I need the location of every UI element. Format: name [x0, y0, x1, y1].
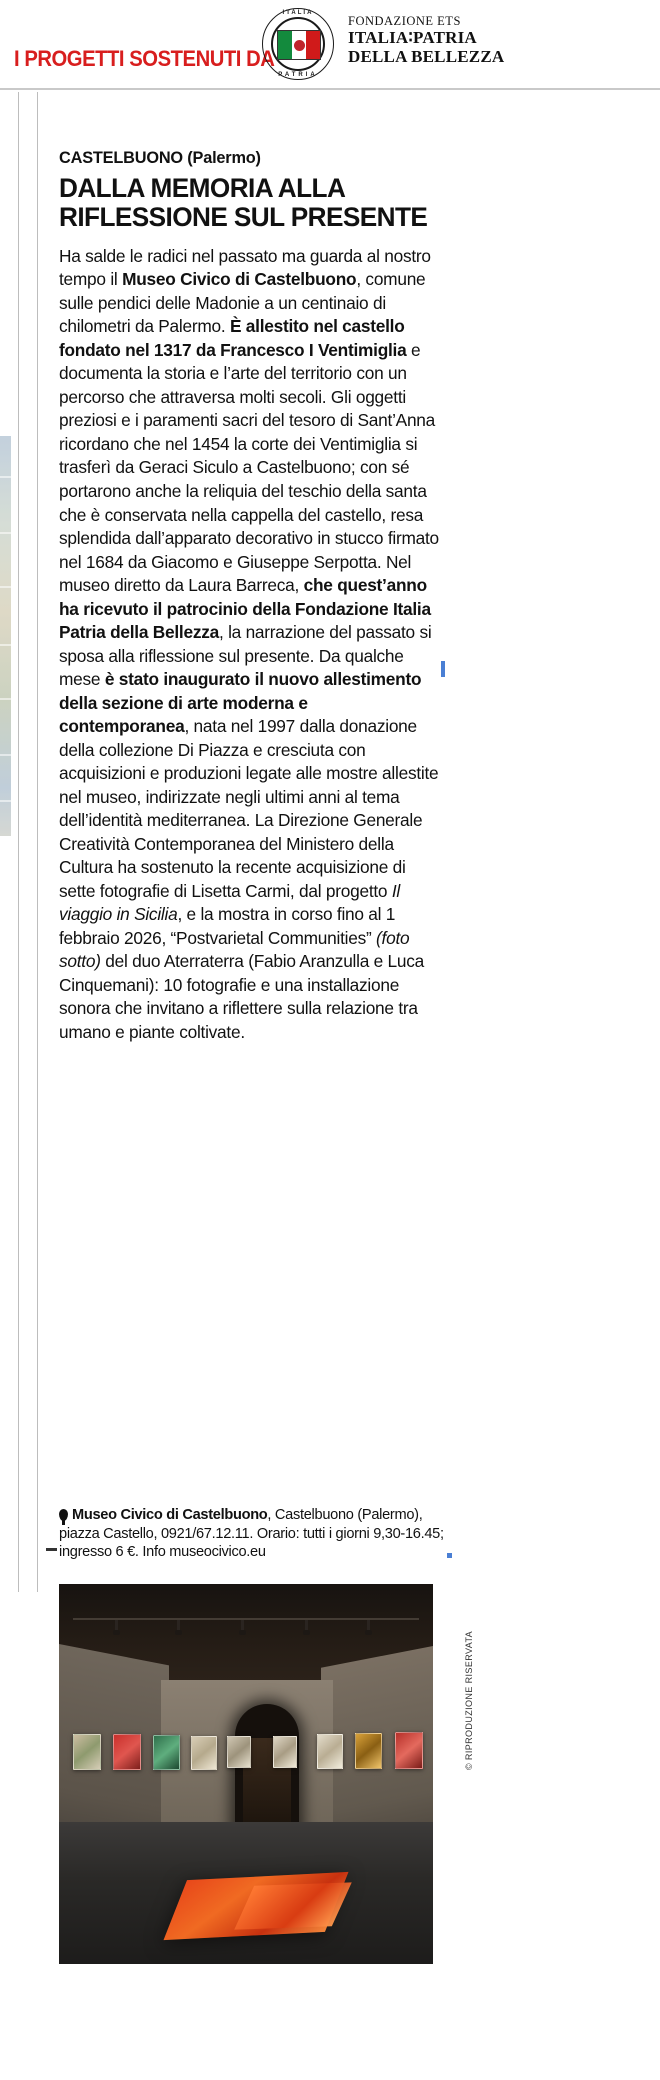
article-photo: [59, 1584, 433, 1964]
artwork-frame: [191, 1736, 217, 1770]
artwork-frame: [73, 1734, 101, 1770]
artwork-frame: [227, 1736, 251, 1768]
artwork-frame: [355, 1733, 382, 1769]
foundation-logo: [262, 6, 562, 80]
article-body: Ha salde le radici nel passato ma guarda al nostro tempo il Museo Civico di Castelbuono, comune sulle pendici delle Madonie a un centinaio di chilometri da Palermo. È allestito nel castello fondato nel 1317 da Francesco I Ventimiglia e documenta la storia e l’arte del territorio con un percorso che attraversa molti secoli. Gli oggetti preziosi e i paramenti sacri del tesoro di Sant’Anna ricordano che nel 1454 la corte dei Ventimiglia si trasferì da Geraci Siculo a Castelbuono; con sé portarono anche la reliquia del teschio della santa che è conservata nella cappella del castello, resa splendida dall’apparato decorativo in stucco firmato nel 1684 da Giacomo e Giuseppe Serpotta. Nel museo diretto da Laura Barreca, che quest’anno ha ricevuto il patrocinio della Fondazione Italia Patria della Bellezza, la narrazione del passato si sposa alla riflessione sul presente. Da qualche mese è stato inaugurato il nuovo allestimento della sezione di arte moderna e contemporanea, nata nel 1997 dalla donazione della collezione Di Piazza e cresciuta con acquisizioni e produzioni legate alle mostre allestite nel museo, indirizzate negli ultimi anni al tema dell’identità mediterranea. La Direzione Generale Creatività Contemporanea del Ministero della Cultura ha sostenuto la recente acquisizione di sette fotografie di Lisetta Carmi, dal progetto Il viaggio in Sicilia, e la mostra in corso fino al 1 febbraio 2026, “Postvarietal Communities” (foto sotto) del duo Aterraterra (Fabio Aranzulla e Luca Cinquemani): 10 fotografie e una installazione sonora che invitano a riflettere sulla relazione tra umano e piante coltivate.: [59, 245, 439, 1042]
page-header: [0, 0, 660, 115]
logo-line-2: ITALIA∶PATRIA: [348, 28, 477, 47]
map-pin-icon: [59, 1509, 68, 1521]
page-edge-artifact: [0, 436, 11, 836]
artwork-frame: [273, 1736, 297, 1768]
photo-credit: © RIPRODUZIONE RISERVATA: [464, 1630, 474, 1770]
article-headline: DALLA MEMORIA ALLA RIFLESSIONE SUL PRESENTE: [59, 173, 428, 233]
margin-mark-blue: [441, 661, 445, 677]
italian-flag-icon: [277, 30, 321, 60]
article-dateline: CASTELBUONO (Palermo): [59, 148, 261, 167]
column-rule-outer: [18, 92, 19, 1592]
emblem-arc-top: ITALIA: [282, 10, 314, 16]
stone-archway: [235, 1704, 299, 1832]
artwork-frame: [395, 1732, 423, 1769]
header-kicker: I PROGETTI SOSTENUTI DA: [14, 46, 275, 71]
margin-mark-dash: [46, 1548, 57, 1551]
italia-patria-emblem-icon: [262, 8, 334, 80]
logo-line-3: DELLA BELLEZZA: [348, 47, 505, 67]
logo-line-1: FONDAZIONE ETS: [348, 14, 461, 28]
artwork-frame: [153, 1735, 180, 1770]
foundation-logo-text: [348, 14, 504, 66]
artwork-frame: [113, 1734, 141, 1770]
emblem-arc-bottom: PATRIA: [278, 72, 318, 78]
artwork-frame: [317, 1734, 343, 1769]
article: [59, 148, 440, 1044]
article-info-text: Museo Civico di Castelbuono, Castelbuono (Palermo), piazza Castello, 0921/67.12.11. Orario: tutti i giorni 9,30-16.45; ingresso 6 €. Info museocivico.eu: [59, 1507, 444, 1559]
header-divider: [0, 88, 660, 90]
margin-mark-blue-small: [447, 1553, 452, 1558]
column-rule-inner: [37, 92, 38, 1592]
